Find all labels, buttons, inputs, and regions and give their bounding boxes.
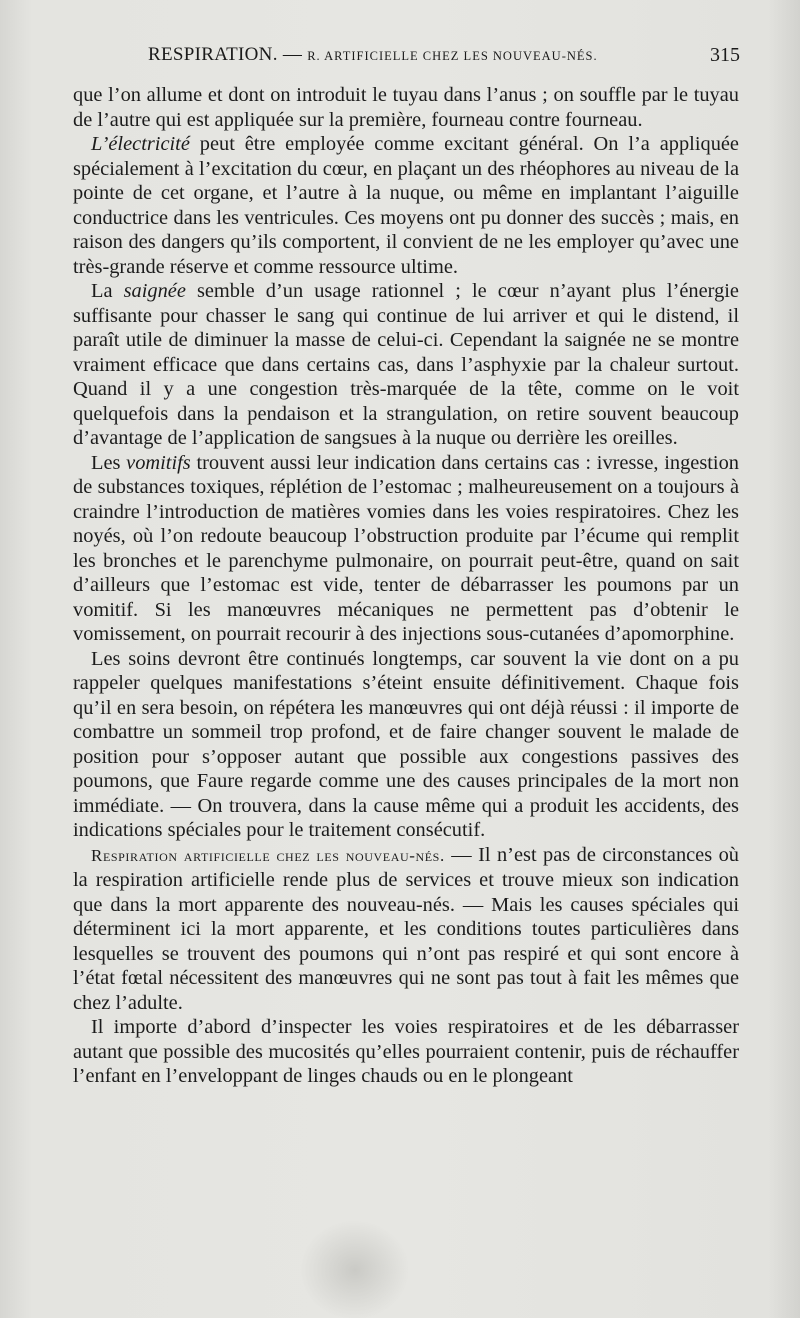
paragraph-nouveau-nes bbox=[73, 843, 739, 1016]
paragraph-vomitifs bbox=[73, 451, 739, 647]
term-saignee: saignée bbox=[123, 280, 186, 302]
running-title bbox=[148, 44, 598, 66]
running-title-sub: R. ARTIFICIELLE CHEZ LES NOUVEAU-NÉS. bbox=[307, 49, 598, 63]
running-title-dash: — bbox=[282, 44, 303, 65]
paragraph-saignee bbox=[73, 279, 739, 451]
paragraph-vomitifs-text: trouvent aussi leur indication dans certains cas : ivresse, ingestion de substances toxiques, réplétion de l’estomac ; malheureusement on a toujours à craindre l’introduction de matières vomies dans les voies respiratoires. Chez les noyés, où l’on redoute beaucoup l’obstruction produite par l’écume qui remplit les bronches et le parenchyme pulmonaire, on pourrait peut-être, quand on sait d’ailleurs que l’estomac est vide, tenter de débarrasser les poumons par un vomitif. Si les manœuvres mécaniques ne permettent pas d’obtenir le vomissement, on pourrait recourir à des injections sous-cutanées d’apomorphine. bbox=[73, 451, 739, 645]
paragraph-inspecter bbox=[73, 1015, 739, 1089]
term-vomitifs: vomitifs bbox=[126, 451, 191, 474]
paragraph-1 bbox=[73, 83, 739, 132]
paragraph-electricite-text: peut être employée comme excitant général. On l’a appliquée spécialement à l’excitation du cœur, en plaçant un des rhéophores au niveau de la pointe de cet organe, et l’autre à la nuque, ou même en implantant l’aiguille conductrice dans les ventricules. Ces moyens ont pu donner des succès ; mais, en raison des dangers qu’ils comportent, il convient de ne les employer qu’avec une très-grande réserve et comme ressource ultime. bbox=[73, 133, 739, 278]
paragraph-nouveau-nes-text: — Il n’est pas de circonstances où la respiration artificielle rende plus de services et trouve mieux son indication que dans la mort apparente des nouveau-nés. — Mais les causes spéciales qui déterminent ici la mort apparente, et les conditions toutes particulières dans lesquelles se trouvent des poumons qui n’ont pas respiré et qui sont encore à l’état fœtal nécessitent des manœuvres qui ne sont pas tout à fait les mêmes que chez l’adulte. bbox=[73, 843, 740, 1014]
page-number: 315 bbox=[710, 44, 740, 66]
term-electricite: L’électricité bbox=[91, 133, 190, 155]
paragraph-saignee-lead: La bbox=[91, 280, 124, 302]
paragraph-vomitifs-lead: Les bbox=[91, 451, 127, 474]
paragraph-soins-text: Les soins devront être continués longtemps, car souvent la vie dont on a pu rappeler quelques manifestations s’éteint ensuite définitivement. Chaque fois qu’il en sera besoin, on répétera les manœuvres qui ont déjà réussi : il importe de combattre un sommeil trop profond, et de faire changer souvent le malade de position pour s’opposer autant que possible aux congestions passives des poumons, que Faure regarde comme une des causes principales de la mort non immédiate. — On trouvera, dans la cause même qui a produit les accidents, des indications spéciales pour le traitement consécutif. bbox=[73, 647, 739, 841]
paragraph-electricite bbox=[73, 132, 739, 279]
paragraph-1-text: que l’on allume et dont on introduit le tuyau dans l’anus ; on souffle par le tuyau de l’autre qui est appliquée sur la première, fourneau contre fourneau. bbox=[73, 84, 739, 131]
paragraph-inspecter-text: Il importe d’abord d’inspecter les voies respiratoires et de les débarrasser autant que possible des mucosités qu’elles pourraient contenir, puis de réchauffer l’enfant en l’enveloppant de linges chauds ou en le plongeant bbox=[73, 1016, 739, 1087]
running-title-main: RESPIRATION. bbox=[148, 44, 278, 65]
running-header bbox=[72, 44, 740, 78]
paragraph-soins bbox=[73, 647, 739, 843]
paragraph-saignee-text: semble d’un usage rationnel ; le cœur n’ayant plus l’énergie suffisante pour chasser le sang qui continue de lui arriver et qui le distend, il paraît utile de diminuer la masse de celui-ci. Cependant la saignée ne se montre vraiment efficace que dans certains cas, dans l’asphyxie par la chaleur surtout. Quand il y a une congestion très-marquée de la tête, comme on le voit quelquefois dans la pendaison et la strangulation, on retire souvent beaucoup d’avantage de l’application de sangsues à la nuque ou derrière les oreilles. bbox=[73, 280, 739, 449]
paper-stain bbox=[300, 1220, 410, 1318]
body-text bbox=[73, 83, 739, 1089]
section-heading-nouveau-nes: Respiration artificielle chez les nouveau-nés. bbox=[91, 845, 445, 865]
